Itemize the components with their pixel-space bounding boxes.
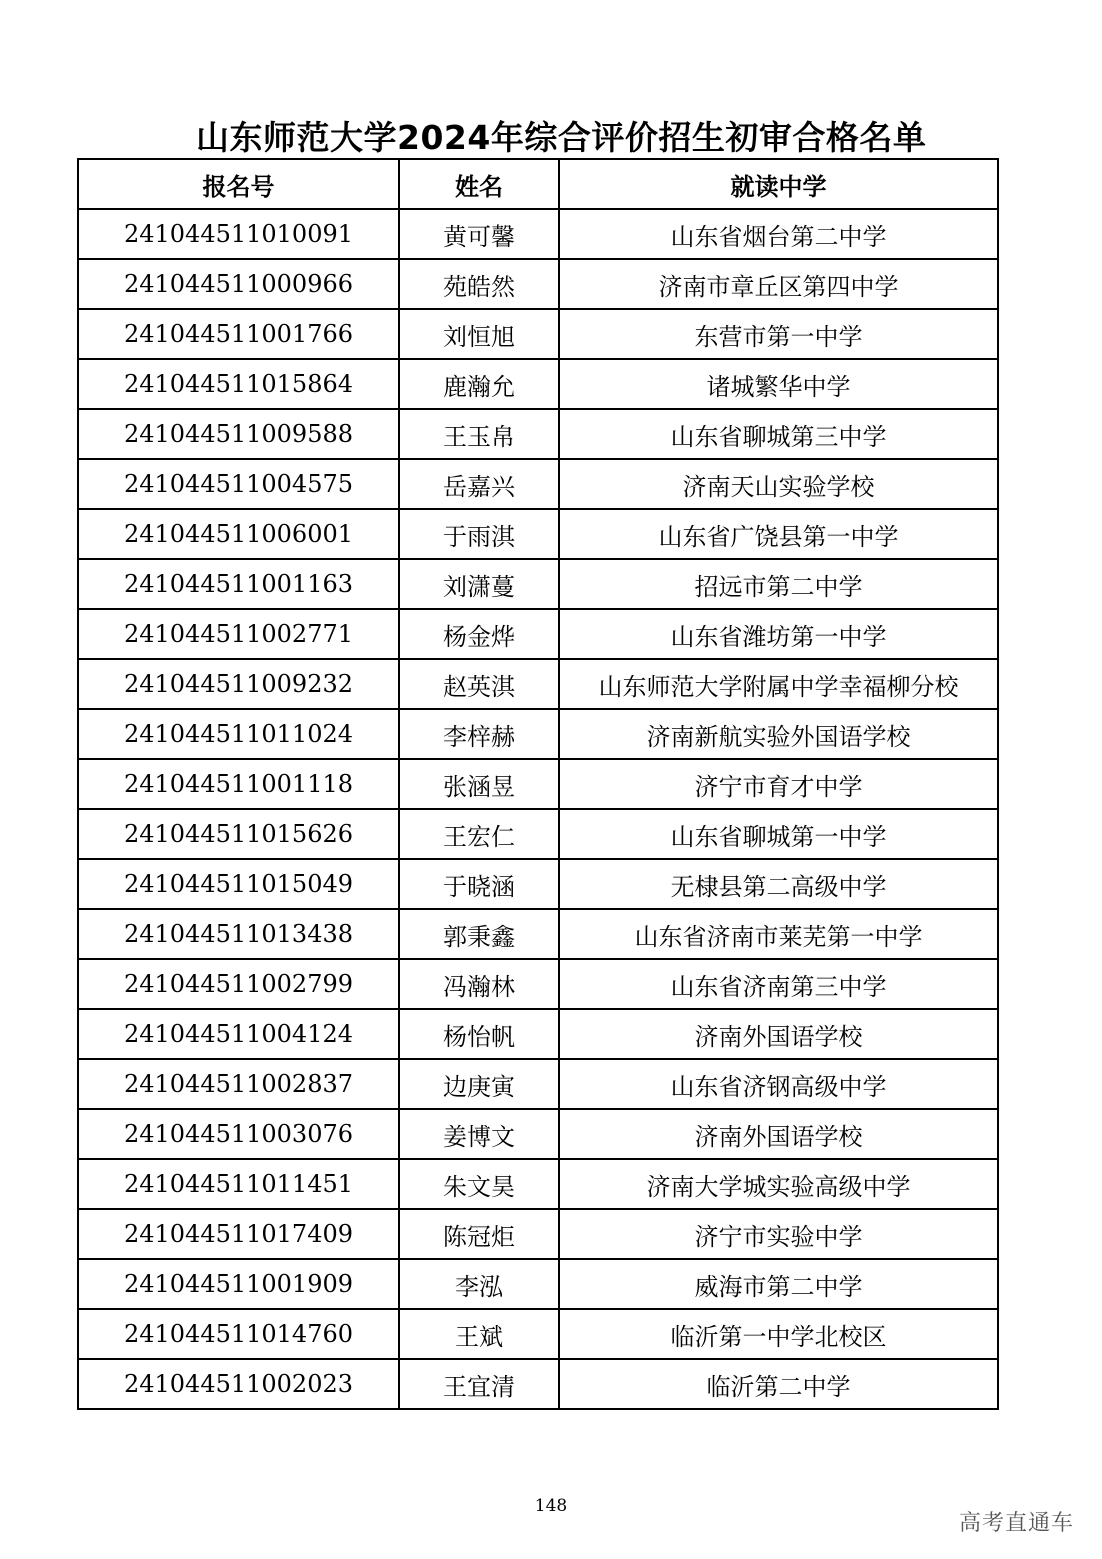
table-row bbox=[78, 1109, 998, 1159]
cell-name: 李泓 bbox=[399, 1259, 559, 1309]
watermark: 高考直通车 bbox=[958, 1511, 1074, 1536]
cell-registration-number: 241044511002771 bbox=[78, 609, 399, 659]
cell-name: 杨怡帆 bbox=[399, 1009, 559, 1059]
cell-registration-number: 241044511009588 bbox=[78, 409, 399, 459]
table-row bbox=[78, 309, 998, 359]
cell-school: 济宁市育才中学 bbox=[559, 759, 998, 809]
cell-name: 张涵昱 bbox=[399, 759, 559, 809]
admission-table bbox=[77, 158, 999, 1410]
table-row bbox=[78, 1209, 998, 1259]
table-row bbox=[78, 209, 998, 259]
cell-school: 诸城繁华中学 bbox=[559, 359, 998, 409]
cell-registration-number: 241044511000966 bbox=[78, 259, 399, 309]
cell-school: 济南外国语学校 bbox=[559, 1009, 998, 1059]
table-row bbox=[78, 559, 998, 609]
cell-registration-number: 241044511015864 bbox=[78, 359, 399, 409]
cell-school: 济南天山实验学校 bbox=[559, 459, 998, 509]
cell-name: 王斌 bbox=[399, 1309, 559, 1359]
cell-school: 招远市第二中学 bbox=[559, 559, 998, 609]
cell-registration-number: 241044511009232 bbox=[78, 659, 399, 709]
cell-name: 陈冠炬 bbox=[399, 1209, 559, 1259]
table-row bbox=[78, 1059, 998, 1109]
cell-registration-number: 241044511001766 bbox=[78, 309, 399, 359]
cell-school: 济南市章丘区第四中学 bbox=[559, 259, 998, 309]
cell-school: 山东省济南市莱芜第一中学 bbox=[559, 909, 998, 959]
table-row bbox=[78, 1259, 998, 1309]
table-row bbox=[78, 509, 998, 559]
document-title: 山东师范大学2024年综合评价招生初审合格名单 bbox=[196, 118, 927, 157]
cell-name: 朱文昊 bbox=[399, 1159, 559, 1209]
table-row bbox=[78, 759, 998, 809]
cell-name: 苑皓然 bbox=[399, 259, 559, 309]
table-row bbox=[78, 809, 998, 859]
cell-registration-number: 241044511013438 bbox=[78, 909, 399, 959]
table-row bbox=[78, 359, 998, 409]
cell-registration-number: 241044511010091 bbox=[78, 209, 399, 259]
cell-name: 姜博文 bbox=[399, 1109, 559, 1159]
cell-name: 鹿瀚允 bbox=[399, 359, 559, 409]
cell-name: 杨金烨 bbox=[399, 609, 559, 659]
cell-school: 山东省聊城第三中学 bbox=[559, 409, 998, 459]
cell-school: 济南大学城实验高级中学 bbox=[559, 1159, 998, 1209]
table-body bbox=[78, 209, 998, 1409]
cell-name: 于雨淇 bbox=[399, 509, 559, 559]
table-row bbox=[78, 709, 998, 759]
table-row bbox=[78, 409, 998, 459]
table-row bbox=[78, 1009, 998, 1059]
cell-school: 山东师范大学附属中学幸福柳分校 bbox=[559, 659, 998, 709]
header-registration-number: 报名号 bbox=[78, 159, 399, 209]
table-row bbox=[78, 1309, 998, 1359]
table-row bbox=[78, 659, 998, 709]
table-row bbox=[78, 459, 998, 509]
table-row bbox=[78, 1359, 998, 1409]
cell-school: 山东省潍坊第一中学 bbox=[559, 609, 998, 659]
cell-registration-number: 241044511002023 bbox=[78, 1359, 399, 1409]
cell-school: 山东省广饶县第一中学 bbox=[559, 509, 998, 559]
table-header-row bbox=[78, 159, 998, 209]
cell-name: 刘恒旭 bbox=[399, 309, 559, 359]
cell-school: 临沂第二中学 bbox=[559, 1359, 998, 1409]
cell-name: 冯瀚林 bbox=[399, 959, 559, 1009]
cell-school: 东营市第一中学 bbox=[559, 309, 998, 359]
cell-school: 临沂第一中学北校区 bbox=[559, 1309, 998, 1359]
cell-registration-number: 241044511002799 bbox=[78, 959, 399, 1009]
cell-name: 郭秉鑫 bbox=[399, 909, 559, 959]
table-row bbox=[78, 1159, 998, 1209]
cell-registration-number: 241044511001118 bbox=[78, 759, 399, 809]
cell-registration-number: 241044511001909 bbox=[78, 1259, 399, 1309]
header-name: 姓名 bbox=[399, 159, 559, 209]
cell-school: 济南新航实验外国语学校 bbox=[559, 709, 998, 759]
cell-registration-number: 241044511006001 bbox=[78, 509, 399, 559]
cell-registration-number: 241044511002837 bbox=[78, 1059, 399, 1109]
cell-name: 于晓涵 bbox=[399, 859, 559, 909]
table-row bbox=[78, 609, 998, 659]
cell-registration-number: 241044511004575 bbox=[78, 459, 399, 509]
cell-school: 济宁市实验中学 bbox=[559, 1209, 998, 1259]
cell-name: 王玉帛 bbox=[399, 409, 559, 459]
cell-name: 王宜清 bbox=[399, 1359, 559, 1409]
table-row bbox=[78, 859, 998, 909]
cell-name: 岳嘉兴 bbox=[399, 459, 559, 509]
cell-name: 王宏仁 bbox=[399, 809, 559, 859]
table-row bbox=[78, 959, 998, 1009]
page-number: 148 bbox=[534, 1496, 568, 1516]
cell-registration-number: 241044511001163 bbox=[78, 559, 399, 609]
cell-registration-number: 241044511014760 bbox=[78, 1309, 399, 1359]
cell-school: 威海市第二中学 bbox=[559, 1259, 998, 1309]
cell-name: 李梓赫 bbox=[399, 709, 559, 759]
cell-school: 山东省聊城第一中学 bbox=[559, 809, 998, 859]
cell-registration-number: 241044511015049 bbox=[78, 859, 399, 909]
cell-school: 济南外国语学校 bbox=[559, 1109, 998, 1159]
table-row bbox=[78, 259, 998, 309]
cell-registration-number: 241044511017409 bbox=[78, 1209, 399, 1259]
cell-name: 边庚寅 bbox=[399, 1059, 559, 1109]
cell-school: 山东省济南第三中学 bbox=[559, 959, 998, 1009]
cell-registration-number: 241044511011451 bbox=[78, 1159, 399, 1209]
cell-school: 山东省济钢高级中学 bbox=[559, 1059, 998, 1109]
cell-name: 刘潇蔓 bbox=[399, 559, 559, 609]
header-school: 就读中学 bbox=[559, 159, 998, 209]
cell-name: 赵英淇 bbox=[399, 659, 559, 709]
cell-registration-number: 241044511015626 bbox=[78, 809, 399, 859]
cell-registration-number: 241044511011024 bbox=[78, 709, 399, 759]
table-row bbox=[78, 909, 998, 959]
cell-name: 黄可馨 bbox=[399, 209, 559, 259]
cell-registration-number: 241044511004124 bbox=[78, 1009, 399, 1059]
cell-registration-number: 241044511003076 bbox=[78, 1109, 399, 1159]
cell-school: 山东省烟台第二中学 bbox=[559, 209, 998, 259]
cell-school: 无棣县第二高级中学 bbox=[559, 859, 998, 909]
